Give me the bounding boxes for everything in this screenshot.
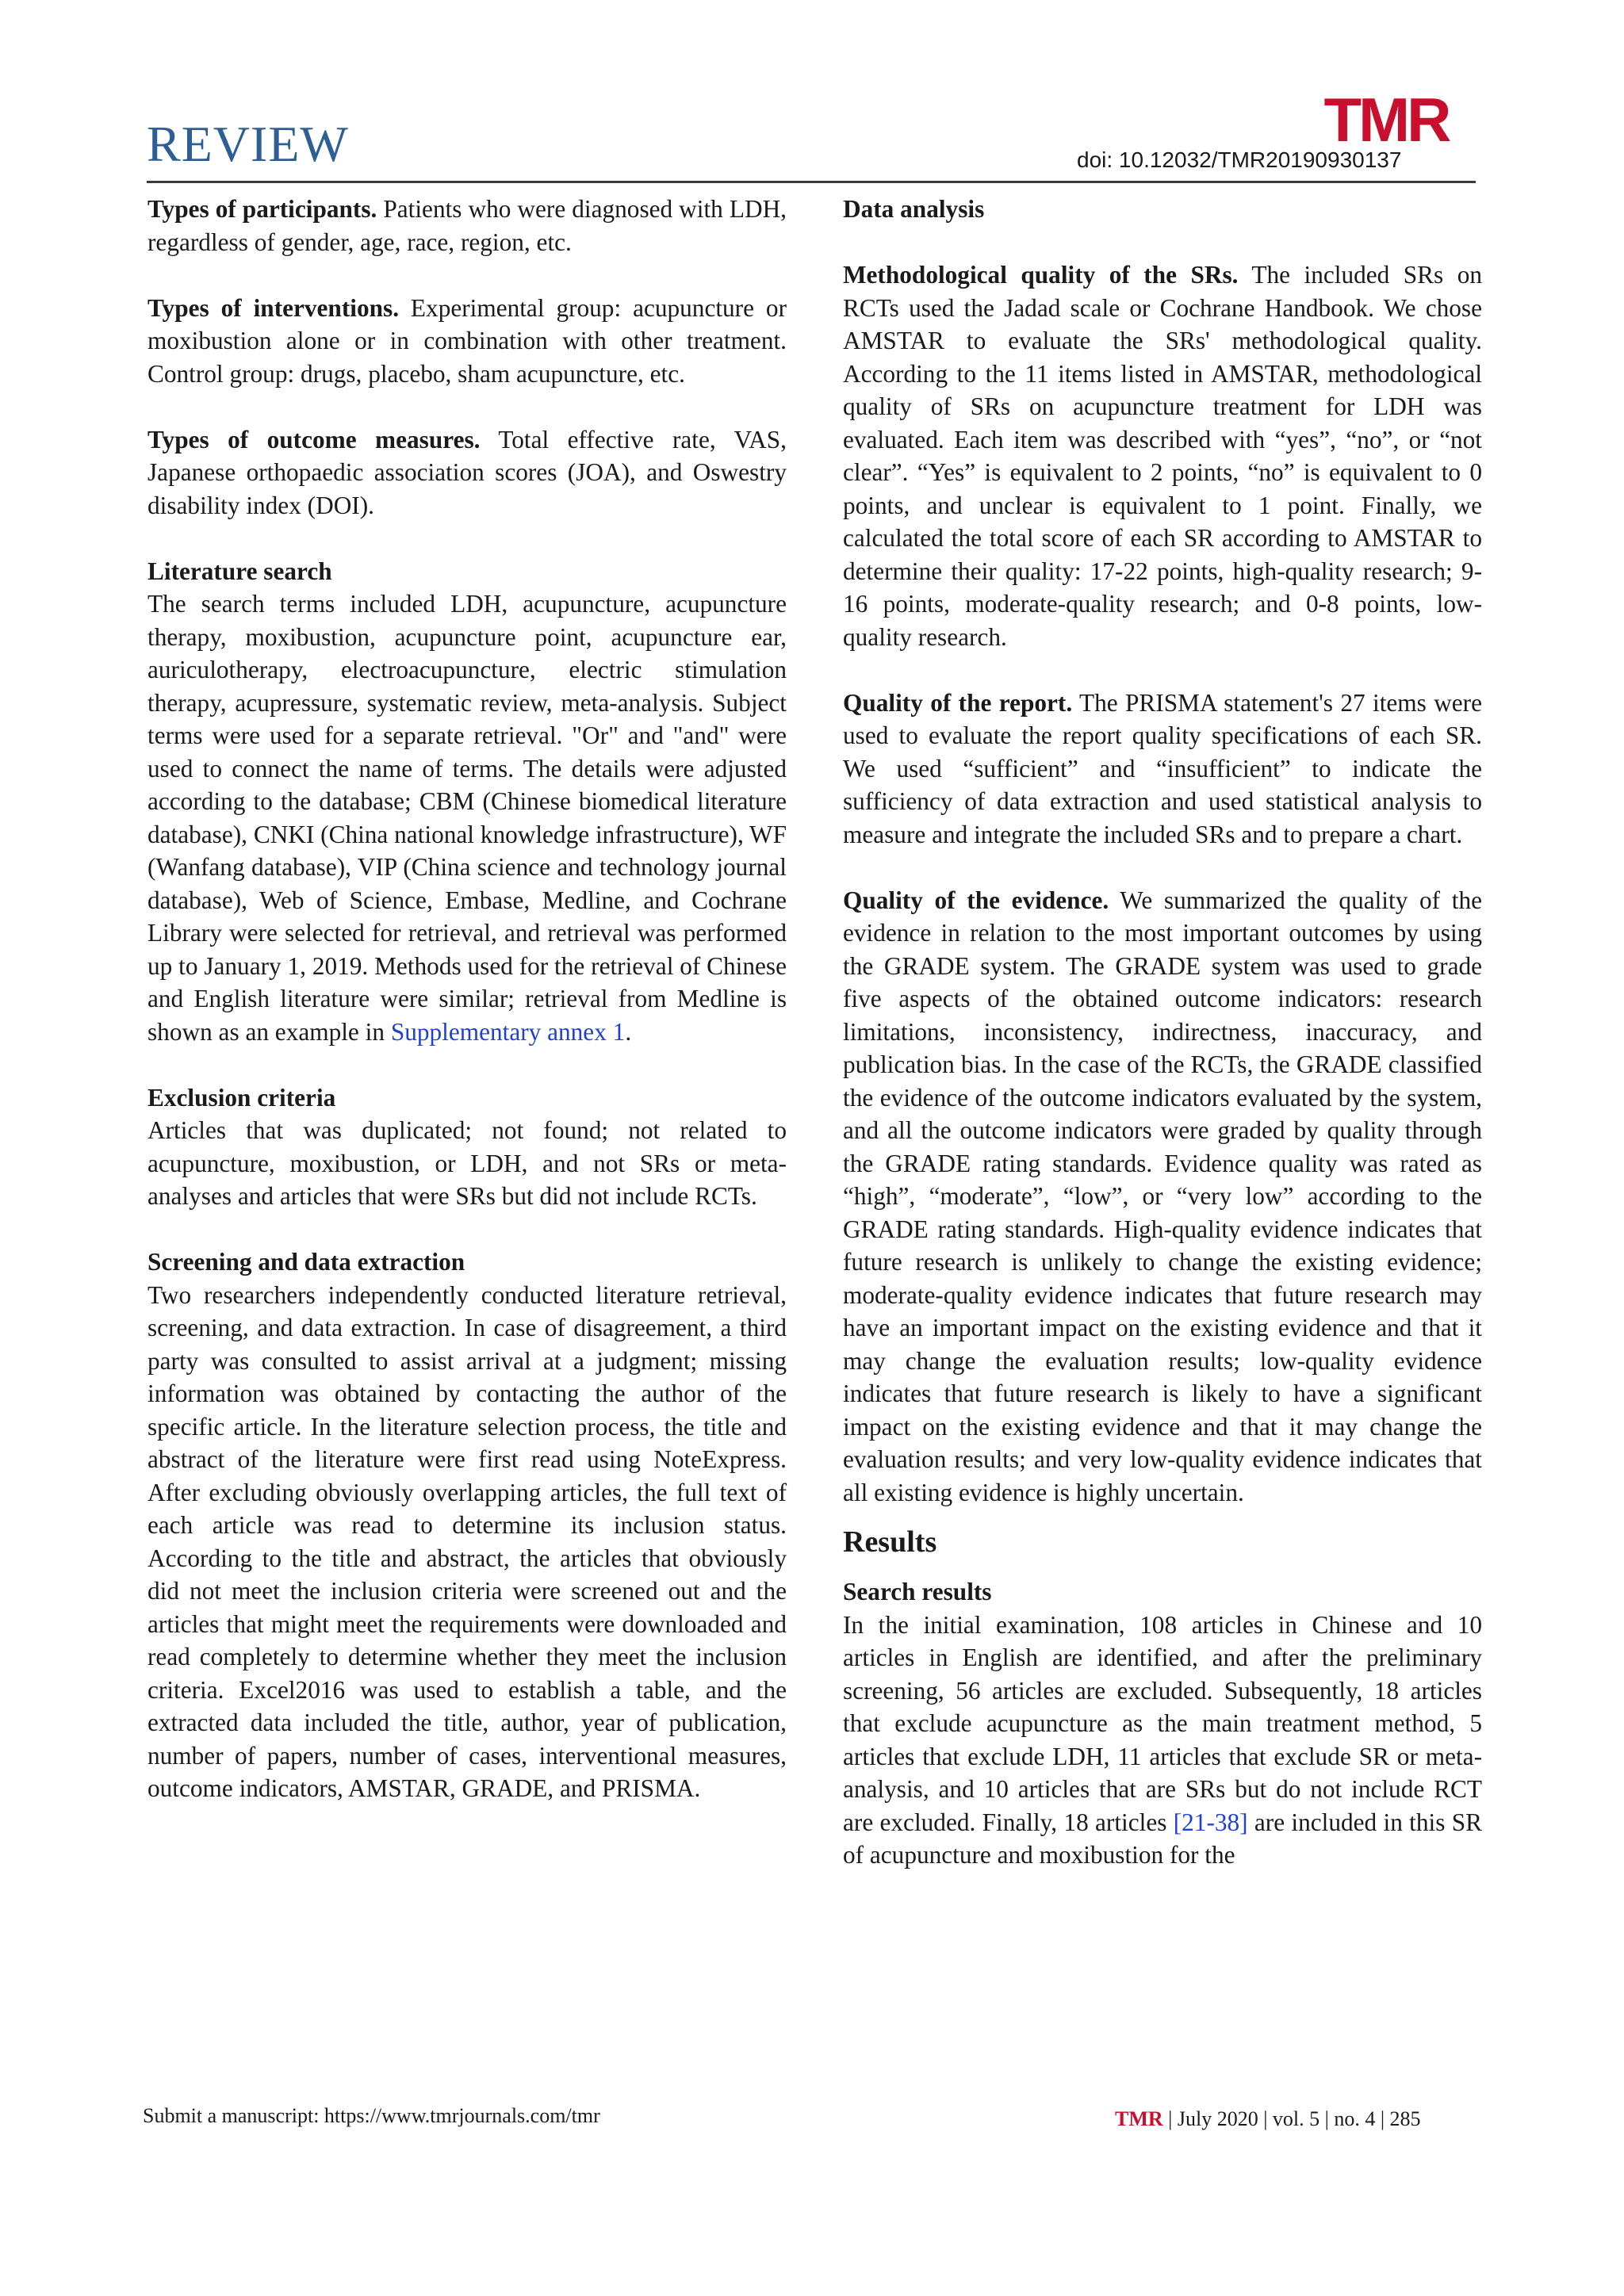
footer-journal: TMR	[1115, 2107, 1163, 2130]
search-results-text: In the initial examination, 108 articles in Chinese and 10 articles in English are identified, and after the preliminary screening, 56 articles are excluded. Subsequently, 18 articles that exclude acupuncture as the main treatment method, 5 articles that exclude LDH, 11 articles that exclude SR or meta-analysis, and 10 articles that are SRs but do not include RCT are excluded. Finally, 18 articles	[843, 1610, 1482, 1836]
footer-issue: | July 2020 | vol. 5 | no. 4 | 285	[1162, 2107, 1421, 2130]
methodological-title: Methodological quality of the SRs.	[843, 261, 1239, 289]
interventions-text: Experimental group: acupuncture or moxibustion alone or in combination with other treatment. Control group: drugs, placebo, sham acupuncture, etc.	[147, 293, 787, 388]
search-results-paragraph	[843, 1609, 1482, 1872]
evidence-text: We summarized the quality of the evidence in relation to the most important outcomes by using the GRADE system. The GRADE system was used to grade five aspects of the obtained outcome indicators: research limitations, inconsistency, indirectness, inaccuracy, and publication bias. In the case of the RCTs, the GRADE classified the evidence of the outcome indicators evaluated by the system, and all the outcome indicators were graded by quality through the GRADE rating standards. Evidence quality was rated as “high”, “moderate”, “low”, or “very low” according to the GRADE rating standards. High-quality evidence indicates that future research is unlikely to change the existing evidence; moderate-quality evidence indicates that future research may have an important impact on the existing evidence and that it may change the evaluation results; low-quality evidence indicates that future research is likely to have a significant impact on the existing evidence and that it may change the evaluation results; and very low-quality evidence indicates that all existing evidence is highly uncertain.	[843, 886, 1482, 1506]
exclusion-heading: Exclusion criteria	[147, 1083, 336, 1112]
screening-paragraph: Two researchers independently conducted literature retrieval, screening, and data extraction. In case of disagreement, a third party was consulted to assist arrival at a judgment; missing information was obtained by contacting the author of the specific article. In the literature selection process, the title and abstract of the literature were first read using NoteExpress. After excluding obviously overlapping articles, the full text of each article was read to determine its inclusion status. According to the title and abstract, the articles that obviously did not meet the inclusion criteria were screened out and the articles that might meet the requirements were downloaded and read completely to determine whether they meet the inclusion criteria. Excel2016 was used to establish a table, and the extracted data included the title, author, year of publication, number of papers, number of cases, interventional measures, outcome indicators, AMSTAR, GRADE, and PRISMA.	[147, 1280, 787, 1802]
screening-heading: Screening and data extraction	[147, 1248, 465, 1276]
supplementary-annex-link[interactable]: Supplementary annex 1	[390, 1017, 626, 1046]
report-paragraph	[843, 687, 1482, 851]
report-title: Quality of the report.	[843, 688, 1073, 717]
outcomes-title: Types of outcome measures.	[147, 425, 481, 453]
literature-search-paragraph	[147, 587, 787, 1048]
citation-link[interactable]: [21-38]	[1173, 1808, 1248, 1836]
tmr-logo	[1307, 92, 1465, 146]
literature-search-end: .	[625, 1017, 632, 1046]
submit-manuscript-link[interactable]: Submit a manuscript: https://www.tmrjournals.com/tmr	[143, 2104, 600, 2127]
right-column	[843, 193, 1482, 1872]
literature-search-text: The search terms included LDH, acupuncture, acupuncture therapy, moxibustion, acupuncture point, acupuncture ear, auriculotherapy, electroacupuncture, electric stimulation therapy, acupressure, systematic review, meta-analysis. Subject terms were used for a separate retrieval. "Or" and "and" were used to connect the name of terms. The details were adjusted according to the database; CBM (Chinese biomedical literature database), CNKI (China national knowledge infrastructure), WF (Wanfang database), VIP (China science and technology journal database), Web of Science, Embase, Medline, and Cochrane Library were selected for retrieval, and retrieval was performed up to January 1, 2019. Methods used for the retrieval of Chinese and English literature were similar; retrieval from Medline is shown as an example in	[147, 590, 787, 1046]
evidence-title: Quality of the evidence.	[843, 886, 1109, 914]
participants-text: Patients who were diagnosed with LDH, regardless of gender, age, race, region, etc.	[147, 195, 787, 256]
methodological-paragraph	[843, 258, 1482, 653]
section-label: REVIEW	[147, 116, 349, 172]
search-results-end: are included in this SR of acupuncture and moxibustion for the	[843, 1808, 1482, 1869]
interventions-title: Types of interventions.	[147, 293, 400, 322]
header-divider	[147, 181, 1476, 183]
participants-paragraph	[147, 193, 787, 258]
results-heading: Results	[843, 1525, 937, 1559]
left-column	[147, 193, 787, 1805]
data-analysis-heading: Data analysis	[843, 195, 985, 223]
evidence-paragraph	[843, 884, 1482, 1510]
search-results-heading: Search results	[843, 1578, 992, 1605]
outcomes-paragraph	[147, 423, 787, 522]
participants-title: Types of participants.	[147, 195, 377, 223]
methodological-text: The included SRs on RCTs used the Jadad scale or Cochrane Handbook. We chose AMSTAR to evaluate the SRs' methodological quality. According to the 11 items listed in AMSTAR, methodological quality of SRs on acupuncture treatment for LDH was evaluated. Each item was described with “yes”, “no”, or “not clear”. “Yes” is equivalent to 2 points, “no” is equivalent to 0 points, and unclear is equivalent to 1 point. Finally, we calculated the total score of each SR according to AMSTAR to determine their quality: 17-22 points, high-quality research; 9-16 points, moderate-quality research; and 0-8 points, low-quality research.	[843, 261, 1482, 651]
page-footer	[1115, 2107, 1421, 2131]
outcomes-text: Total effective rate, VAS, Japanese orthopaedic association scores (JOA), and Oswestry disability index (DOI).	[147, 425, 787, 519]
exclusion-paragraph: Articles that was duplicated; not found; not related to acupuncture, moxibustion, or LDH, and not SRs or meta-analyses and articles that were SRs but did not include RCTs.	[147, 1116, 787, 1210]
interventions-paragraph	[147, 292, 787, 391]
svg-text:TMR: TMR	[1323, 92, 1449, 146]
report-text: The PRISMA statement's 27 items were used to evaluate the report quality specifications of each SR. We used “sufficient” and “insufficient” to indicate the sufficiency of data extraction and used statistical analysis to measure and integrate the included SRs and to prepare a chart.	[843, 688, 1482, 848]
literature-search-heading: Literature search	[147, 557, 332, 585]
doi: doi: 10.12032/TMR20190930137	[1077, 147, 1402, 172]
